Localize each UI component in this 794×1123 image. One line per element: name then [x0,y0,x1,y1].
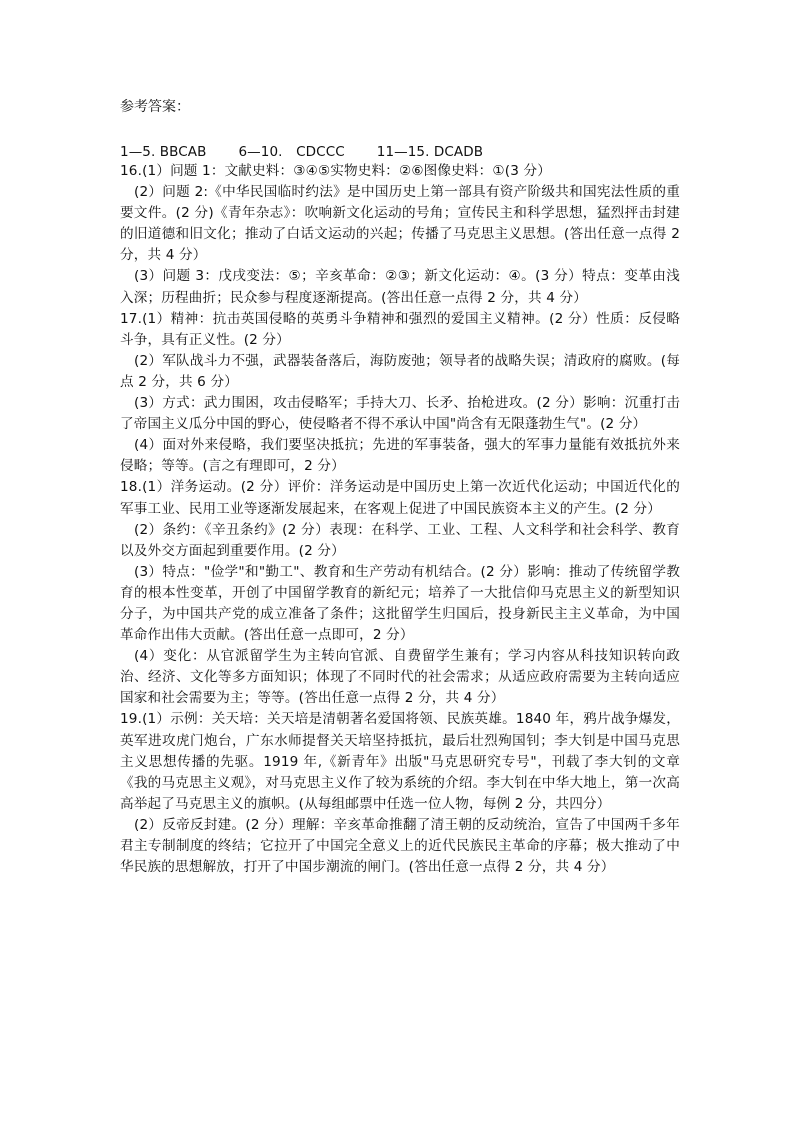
answer-content [120,161,680,878]
answer-group-11-15: 11—15. DCADB [376,144,484,160]
multiple-choice-answers [120,140,483,160]
q16-part1: 16.(1）问题 1：文献史料：③④⑤实物史料：②⑥图像史料：①(3 分） [120,163,551,179]
q18-part2: (2）条约：《辛丑条约》(2 分）表现：在科学、工业、工程、人文科学和社会科学、教育以及外交方面起到重要作用。(2 分） [120,521,680,559]
q18-part1: 18.(1）洋务运动。(2 分）评价：洋务运动是中国历史上第一次近代化运动；中国近代化的军事工业、民用工业等逐渐发展起来，在客观上促进了中国民族资本主义的产生。(2 分） [120,479,680,517]
q19-part1: 19.(1）示例：关天培：关天培是清朝著名爱国将领、民族英雄。1840 年，鸦片战争爆发，英军进攻虎门炮台，广东水师提督关天培坚持抵抗，最后壮烈殉国钊；李大钊是中国马克思主义思想传播的先驱。1919 年,《新青年》出版"马克思研究专号"，刊载了李大钊的文章《我的马克思主义观》，对马克思主义作了较为系统的介绍。李大钊在中华大地上，第一次高高举起了马克思主义的旗帜。(从每组邮票中任选一位人物，每例 2 分，共四分） [120,711,680,812]
answer-group-6-10: 6—10. CDCCC [238,144,345,160]
q17-part1: 17.(1）精神：抗击英国侵略的英勇斗争精神和强烈的爱国主义精神。(2 分）性质：反侵略斗争，具有正义性。(2 分） [120,310,680,348]
answer-group-1-5: 1—5. BBCAB [120,144,207,160]
q18-part4: (4）变化：从官派留学生为主转向官派、自费留学生兼有；学习内容从科技知识转向政治、经济、文化等多方面知识；体现了不同时代的社会需求；从适应政府需要为主转向适应国家和社会需要为主；等等。(答出任意一点得 2 分，共 4 分） [120,648,680,707]
q17-part2: (2）军队战斗力不强，武器装备落后，海防废弛；领导者的战略失误；清政府的腐败。(每点 2 分，共 6 分） [120,352,680,390]
q19-part2: (2）反帝反封建。(2 分）理解：辛亥革命推翻了清王朝的反动统治，宣告了中国两千多年君主专制制度的终结；它拉开了中国完全意义上的近代民族民主革命的序幕；极大推动了中华民族的思想解放，打开了中国步潮流的闸门。(答出任意一点得 2 分，共 4 分） [120,816,680,876]
q16-part3: (3）问题 3：戊戌变法：⑤；辛亥革命：②③；新文化运动：④。(3 分）特点：变革由浅入深；历程曲折；民众参与程度逐渐提高。(答出任意一点得 2 分，共 4 分） [120,268,680,306]
q17-part4: (4）面对外来侵略，我们要坚决抵抗；先进的军事装备，强大的军事力量能有效抵抗外来侵略；等等。(言之有理即可，2 分） [120,437,680,475]
q17-part3: (3）方式：武力围困，攻击侵略军；手持大刀、长矛、抬枪进攻。(2 分）影响：沉重打击了帝国主义瓜分中国的野心，使侵略者不得不承认中国"尚含有无限蓬勃生气"。(2 分） [120,395,680,433]
q16-part2: (2）问题 2:《中华民国临时约法》是中国历史上第一部具有资产阶级共和国宪法性质的重要文件。(2 分)《青年杂志》：吹响新文化运动的号角；宣传民主和科学思想，猛烈抨击封建的旧道德和旧文化；推动了白话文运动的兴起；传播了马克思主义思想。(答出任意一点得 2 分，共 4 分） [120,184,680,264]
page-title: 参考答案： [120,99,190,115]
q18-part3: (3）特点："俭学"和"勤工"、教育和生产劳动有机结合。(2 分）影响：推动了传统留学教育的根本性变革，开创了中国留学教育的新纪元；培养了一大批信仰马克思主义的新型知识分子，为中国共产党的成立准备了条件；这批留学生归国后，投身新民主主义革命，为中国革命作出伟大贡献。(答出任意一点即可，2 分） [120,563,680,644]
